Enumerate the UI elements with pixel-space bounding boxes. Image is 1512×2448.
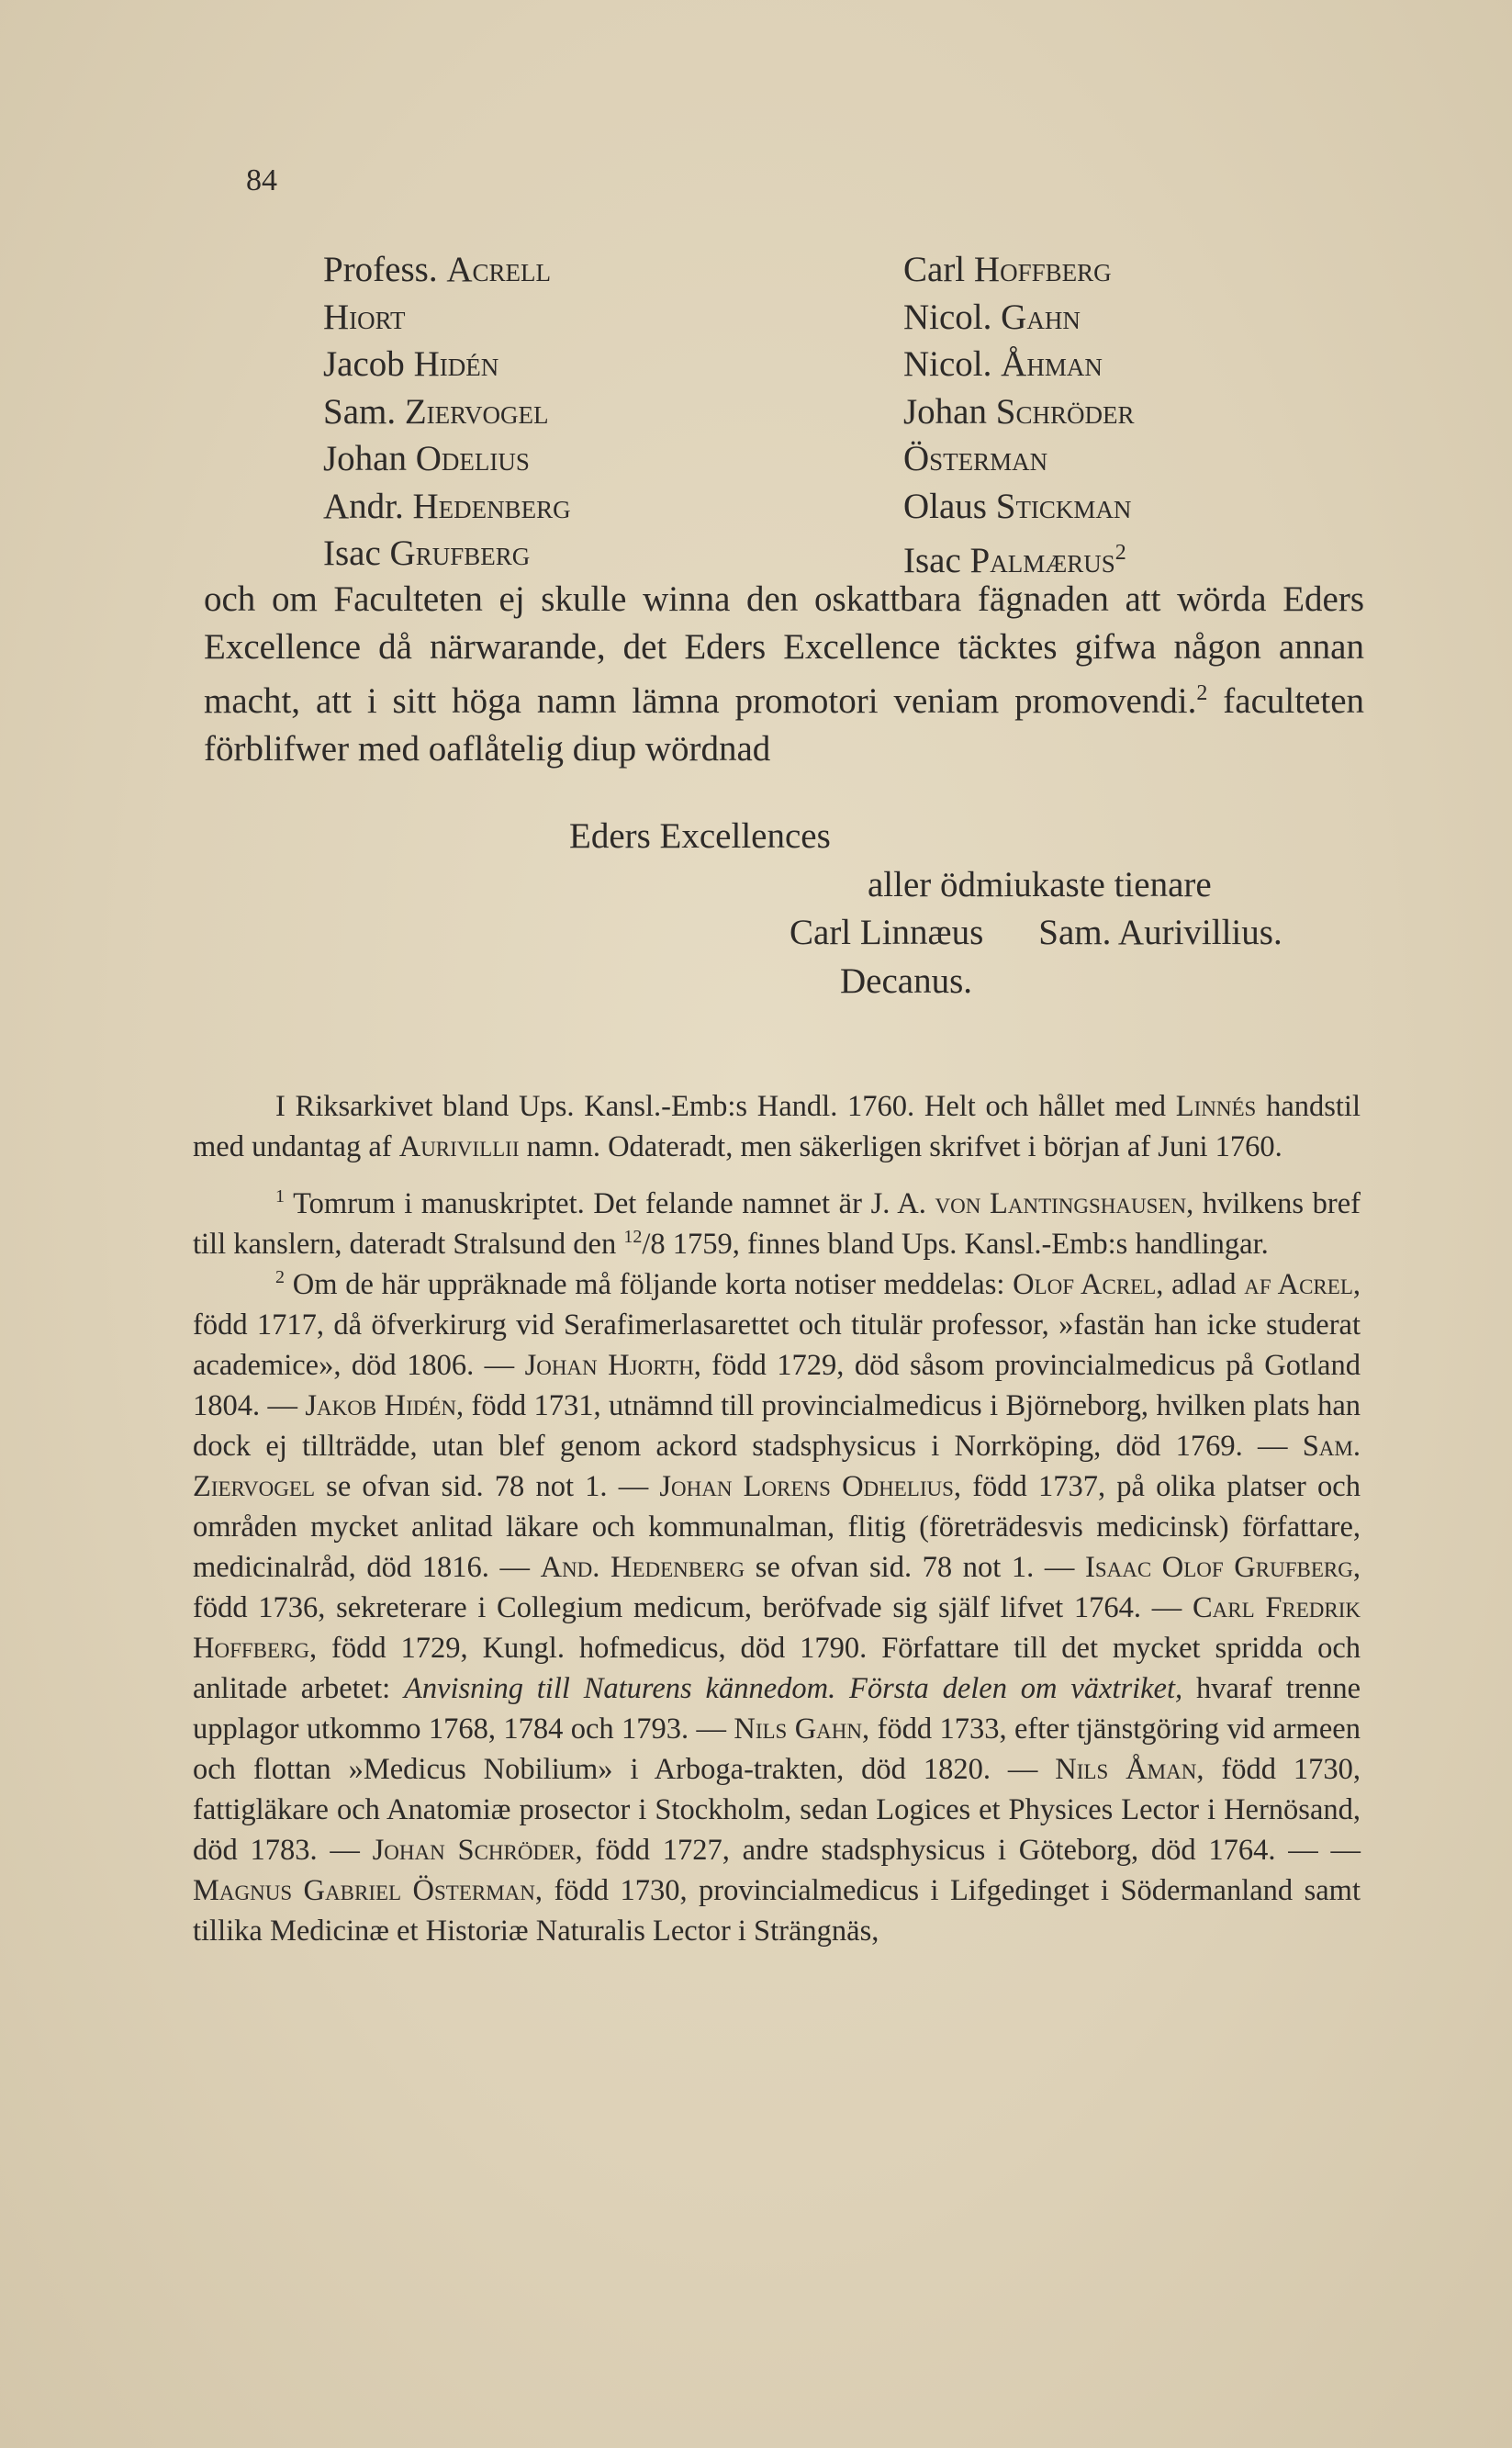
signatory-left: Hiort [323,297,406,337]
footnote-ref: 2 [1114,541,1126,565]
signatory-right: Carl Hoffberg [903,250,1112,289]
signatory-right: Nicol. Gahn [903,297,1081,337]
footnote-2: $^2$ Om de här uppräknade må följande korta notiser meddelas: Olof Acrel, adlad af Acrel, född 1717, då öfverkirurg vid Serafimerlasarettet och titulär professor, »fastän han icke studerat academice», död 1806. — Johan Hjorth, född 1729, död såsom provincialmedicus på Gotland 1804. — Jakob Hidén, född 1731, utnämnd till provincialmedicus i Björneborg, hvilken plats han dock ej tillträdde, utan blef genom ackord stadsphysicus i Norrköping, död 1769. — Sam. Ziervogel se ofvan sid. 78 not 1. — Johan Lorens Odhelius, född 1737, på olika platser och områden mycket anlitad läkare och kommunalman, flitig (företrädesvis medicinsk) författare, medicinalråd, död 1816. — And. Hedenberg se ofvan sid. 78 not 1. — Isaac Olof Grufberg, född 1736, sekreterare i Collegium medicum, beröfvade sig själf lifvet 1764. — Carl Fredrik Hoffberg, född 1729, Kungl. hofmedicus, död 1790. Författare till det mycket spridda och anlitade arbetet: Anvisning till Naturens kännedom. Första delen om växtriket, hvaraf trenne upplagor utkommo 1768, 1784 och 1793. — Nils Gahn, född 1733, efter tjänstgöring vid armeen och flottan »Medicus Nobilium» i Arboga-trakten, död 1820. — Nils Åman, född 1730, fattigläkare och Anatomiæ prosector i Stockholm, sedan Logices et Physices Lector i Hernösand, död 1783. — Johan Schröder, född 1727, andre stadsphysicus i Göteborg, död 1764. — — Magnus Gabriel Österman, född 1730, provincialmedicus i Lifgedinget i Södermanland samt tillika Medicinæ et Historiæ Naturalis Lector i Strängnäs, [193,1267,1361,1948]
signatory-left: Johan Odelius [323,439,530,478]
signatory-left: Sam. Ziervogel [323,391,549,432]
signatory-row [323,483,1287,531]
signatory-right: Olaus Stickman [903,486,1132,526]
signatory-row [323,341,1287,388]
signatory-list [323,246,1287,585]
signatory-row [323,435,1287,483]
signatures [790,909,1282,956]
footnotes [193,1086,1361,1951]
letter-paragraph: och om Faculteten ej skulle winna den oskattbara fägnaden att wörda Eders Excellence då närwarande, det Eders Excellence täcktes gifwa någon annan macht, att i sitt höga namn lämna promotori veniam promovendi.$^2$ faculteten förblifwer med oaflåtelig diup wördnad [204,579,1365,769]
page-number: 84 [246,163,277,197]
signatory-row [323,294,1287,342]
signatory-row [323,388,1287,436]
footnote-1: $^1$ Tomrum i manuskriptet. Det felande namnet är J. A. von Lantingshausen, hvilkens bref till kanslern, dateradt Stralsund den $^{12}$/8 1759, finnes bland Ups. Kansl.-Emb:s handlingar. [193,1186,1361,1261]
signatory-left: Andr. Hedenberg [323,486,571,526]
decanus: Decanus. [840,961,973,1001]
signatory-row [323,246,1287,294]
closing-servant: aller ödmiukaste tienare [868,865,1212,904]
signature-linnaeus: Carl Linnæus [790,913,984,952]
signatory-left: Isac Grufberg [323,533,531,573]
footnote-ref: 2 [1196,681,1208,705]
signatory-left: Profess. Acrell [323,250,552,289]
signature-aurivillius: Sam. Aurivillius. [1038,913,1282,952]
signatory-right: Nicol. Åhman [903,344,1103,384]
signatory-right: Österman [903,439,1048,478]
source-note: I Riksarkivet bland Ups. Kansl.-Emb:s Handl. 1760. Helt och hållet med Linnés handstil med undantag af Aurivillii namn. Odateradt, men säkerligen skrifvet i början af Juni 1760. [193,1090,1361,1163]
closing-salutation: Eders Excellences [569,816,831,856]
signatory-left: Jacob Hidén [323,344,499,384]
signatory-right: Isac Palmærus$^2$ [903,541,1126,580]
letter-body [204,576,1364,772]
signatory-right: Johan Schröder [903,391,1135,432]
